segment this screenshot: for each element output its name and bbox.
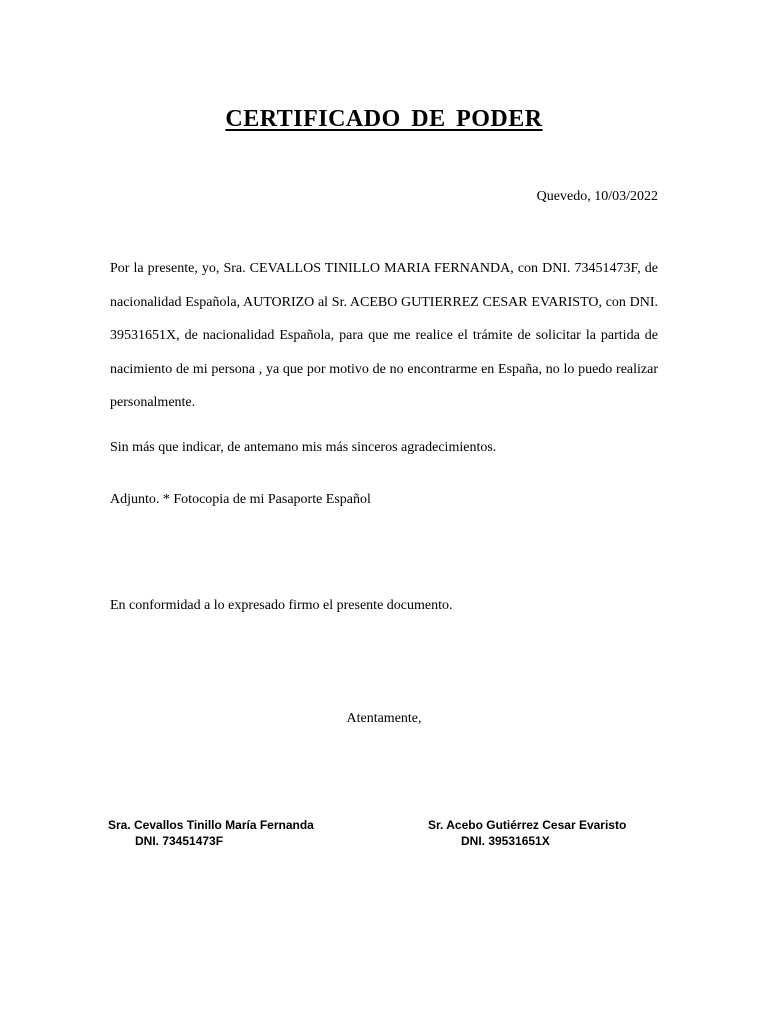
attachment-paragraph: Adjunto. * Fotocopia de mi Pasaporte Español (110, 492, 371, 507)
thanks-paragraph: Sin más que indicar, de antemano mis más sinceros agradecimientos. (110, 440, 497, 455)
grantor-name: Sra. Cevallos Tinillo María Fernanda (108, 818, 314, 832)
document-title: CERTIFICADO DE PODER (225, 106, 543, 132)
conformity-paragraph: En conformidad a lo expresado firmo el presente documento. (110, 598, 453, 613)
place-date: Quevedo, 10/03/2022 (536, 189, 658, 204)
authorization-paragraph: Por la presente, yo, Sra. CEVALLOS TINILLO MARIA FERNANDA, con DNI. 73451473F, de nacionalidad Española, AUTORIZO al Sr. ACEBO GUTIERREZ CESAR EVARISTO, con DNI. 39531651X, de nacionalidad Española, para que me realice el trámite de solicitar la partida de nacimiento de mi persona , ya que por motivo de no encontrarme en España, no lo puedo realizar personalmente. (110, 261, 658, 410)
attorney-name: Sr. Acebo Gutiérrez Cesar Evaristo (428, 818, 627, 832)
closing-salutation: Atentamente, (346, 711, 422, 726)
grantor-dni: DNI. 73451473F (135, 834, 224, 848)
attorney-dni: DNI. 39531651X (461, 834, 550, 848)
signature-block-attorney (428, 817, 626, 849)
signature-block-grantor (108, 817, 314, 849)
